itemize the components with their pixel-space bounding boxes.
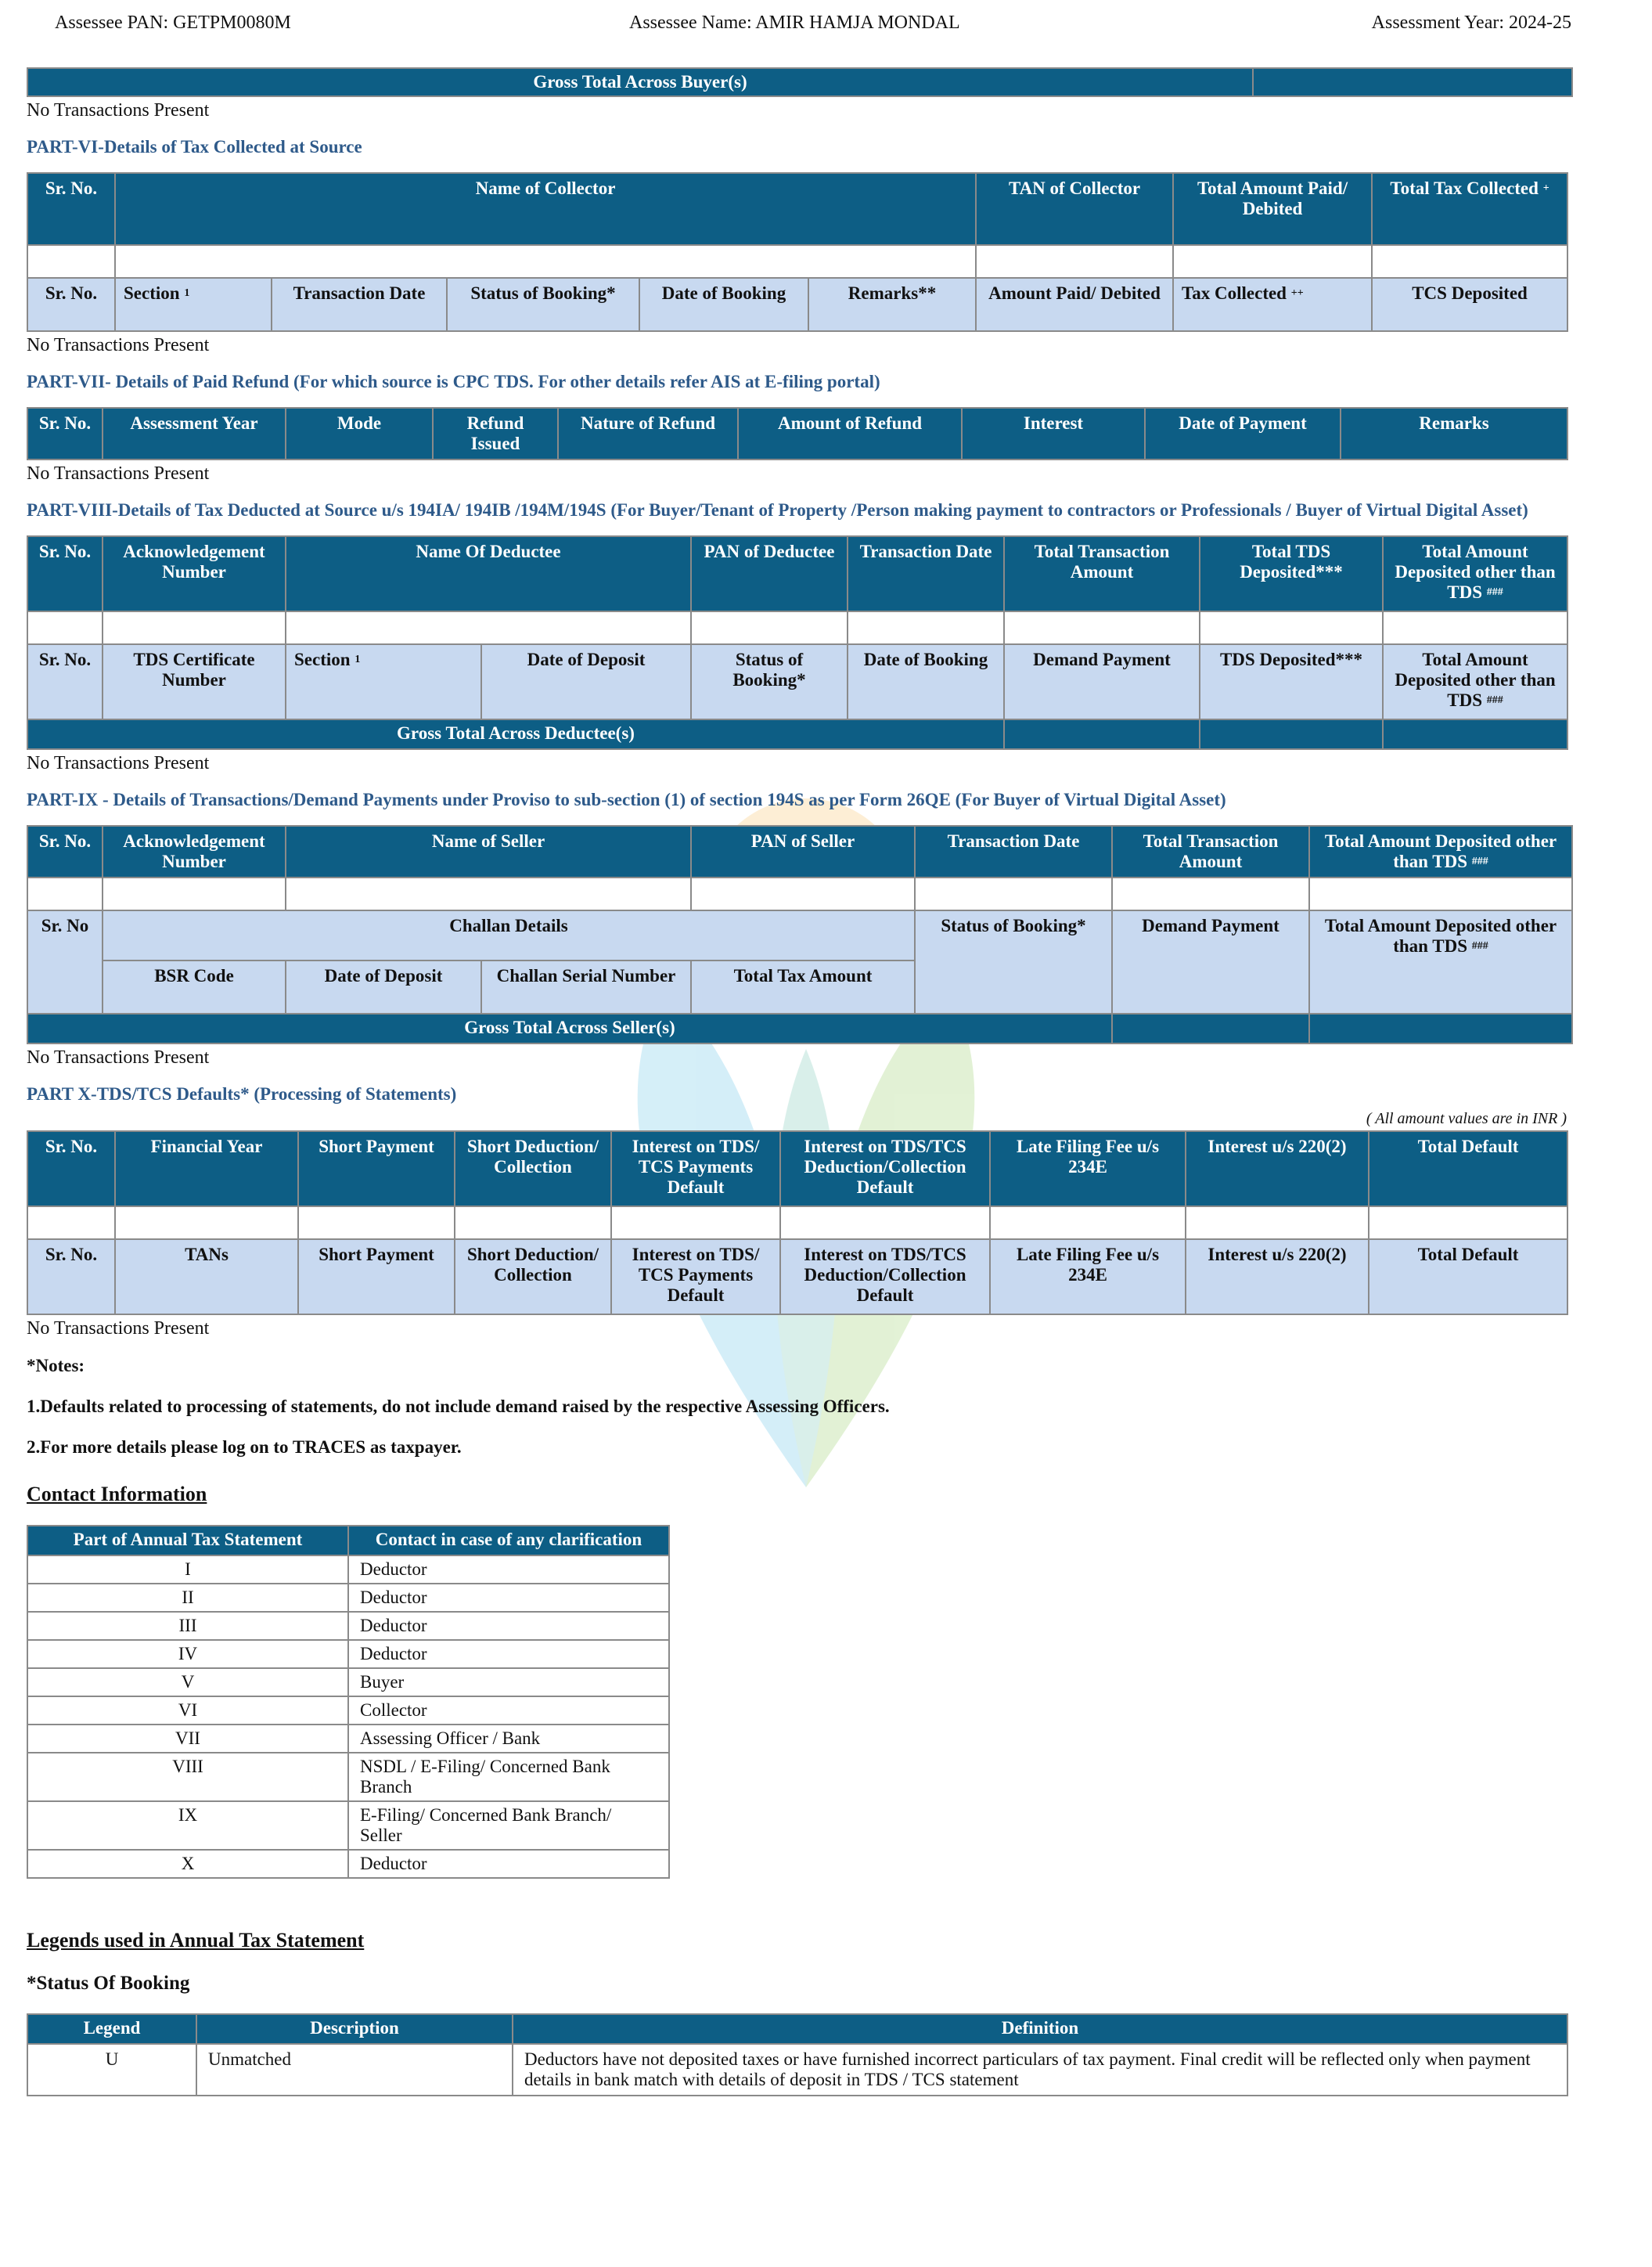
p8-h2-status-booking: Status of Booking* (691, 644, 848, 719)
p9-h-pan-seller: PAN of Seller (691, 826, 915, 878)
p8-h-total-transaction: Total Transaction Amount (1004, 536, 1200, 611)
p9-h2-total-other-label: Total Amount Deposited other than TDS (1324, 916, 1557, 956)
legend-h-description: Description (196, 2014, 513, 2044)
p8-h-name-deductee: Name Of Deductee (286, 536, 691, 611)
p6-h2-status-booking: Status of Booking* (447, 278, 639, 331)
legend-description-cell: Unmatched (196, 2044, 513, 2096)
p7-h-amount-refund: Amount of Refund (738, 408, 962, 460)
p10-h2-interest-deduction: Interest on TDS/TCS Deduction/Collection Default (780, 1239, 990, 1314)
gross-total-buyer-label: Gross Total Across Buyer(s) (27, 68, 1253, 96)
contact-contact-cell: NSDL / E-Filing/ Concerned Bank Branch (348, 1753, 669, 1801)
p8-h2-total-other-sup: ### (1486, 694, 1503, 706)
contact-part-cell: IV (27, 1640, 348, 1668)
part9-title: PART-IX - Details of Transactions/Demand Payments under Proviso to sub-section (1) of section 194S as per Form 26QE (For Buyer of Virtual Digital Asset) (27, 790, 1226, 809)
p7-h-remarks: Remarks (1341, 408, 1567, 460)
contact-contact-cell: Deductor (348, 1555, 669, 1584)
p10-h2-short-payment: Short Payment (298, 1239, 455, 1314)
legend-table (27, 2013, 1568, 2096)
p10-no-transactions: No Transactions Present (27, 1318, 210, 1339)
p9-gross-total-label: Gross Total Across Seller(s) (27, 1014, 1112, 1043)
p8-h2-tds-deposited: TDS Deposited*** (1200, 644, 1383, 719)
p10-h-interest-deduction: Interest on TDS/TCS Deduction/Collection Default (780, 1131, 990, 1206)
part10-title: PART X-TDS/TCS Defaults* (Processing of Statements) (27, 1084, 457, 1104)
p10-h2-total-default: Total Default (1369, 1239, 1567, 1314)
contact-row (27, 1801, 669, 1850)
contact-contact-cell: Deductor (348, 1850, 669, 1878)
p8-h2-date-deposit: Date of Deposit (481, 644, 691, 719)
inr-note: ( All amount values are in INR ) (1366, 1110, 1567, 1127)
p7-h-date-payment: Date of Payment (1145, 408, 1341, 460)
p8-h-total-other (1383, 536, 1567, 611)
p7-h-interest: Interest (962, 408, 1145, 460)
contact-row (27, 1612, 669, 1640)
p6-h2-tcs-deposited: TCS Deposited (1372, 278, 1567, 331)
contact-contact-cell: Deductor (348, 1584, 669, 1612)
p9-h2-demand-payment: Demand Payment (1112, 910, 1309, 1014)
p9-h-name-seller: Name of Seller (286, 826, 691, 878)
legend-row (27, 2044, 1567, 2096)
p9-h-total-other-label: Total Amount Deposited other than TDS (1324, 831, 1557, 871)
gross-total-buyer-value (1253, 68, 1572, 96)
p9-h3-bsr: BSR Code (103, 961, 286, 1014)
p9-h-total-other-sup: ### (1471, 856, 1488, 867)
contact-table (27, 1525, 670, 1879)
p6-h2-transaction-date: Transaction Date (272, 278, 447, 331)
p6-h-tax-collected-label: Total Tax Collected (1390, 178, 1539, 198)
contact-part-cell: IX (27, 1801, 348, 1850)
contact-row (27, 1725, 669, 1753)
p8-h-transaction-date: Transaction Date (848, 536, 1004, 611)
p9-no-transactions: No Transactions Present (27, 1047, 210, 1068)
notes-title: *Notes: (27, 1356, 85, 1375)
p6-h2-sr: Sr. No. (27, 278, 115, 331)
p9-h2-status-booking: Status of Booking* (915, 910, 1112, 1014)
p6-h-tax-collected-sup: + (1542, 182, 1549, 194)
p10-h-interest-220: Interest u/s 220(2) (1186, 1131, 1369, 1206)
p6-h-amount-paid: Total Amount Paid/ Debited (1173, 173, 1372, 245)
contact-row (27, 1584, 669, 1612)
part7-title: PART-VII- Details of Paid Refund (For which source is CPC TDS. For other details refer AIS at E-filing portal) (27, 372, 880, 391)
p6-h2-section-label: Section (124, 283, 180, 303)
p8-h2-sr: Sr. No. (27, 644, 103, 719)
legend-definition-cell: Deductors have not deposited taxes or have furnished incorrect particulars of tax payment. Final credit will be reflected only when payment details in bank match with details of deposit in TDS / TCS statement (513, 2044, 1567, 2096)
p9-h2-challan-details: Challan Details (103, 910, 915, 961)
p8-h2-section-label: Section (294, 650, 351, 669)
p6-h-sr: Sr. No. (27, 173, 115, 245)
p8-h2-demand-payment: Demand Payment (1004, 644, 1200, 719)
p6-h2-amount-paid: Amount Paid/ Debited (976, 278, 1173, 331)
contact-row (27, 1668, 669, 1696)
part8-table (27, 535, 1568, 750)
p7-h-sr: Sr. No. (27, 408, 103, 460)
p9-h3-challan-serial: Challan Serial Number (481, 961, 691, 1014)
contact-title: Contact Information (27, 1483, 207, 1505)
legend-code-cell: U (27, 2044, 196, 2096)
p10-h2-late-fee: Late Filing Fee u/s 234E (990, 1239, 1186, 1314)
contact-part-cell: VI (27, 1696, 348, 1725)
p10-h2-short-deduction: Short Deduction/ Collection (455, 1239, 611, 1314)
p6-h2-tax-collected (1173, 278, 1372, 331)
p8-h-pan: PAN of Deductee (691, 536, 848, 611)
p7-h-mode: Mode (286, 408, 433, 460)
p6-h2-section (115, 278, 272, 331)
p9-h2-sr: Sr. No (27, 910, 103, 1014)
legends-title: Legends used in Annual Tax Statement (27, 1929, 365, 1952)
part6-title: PART-VI-Details of Tax Collected at Source (27, 137, 362, 157)
p8-h2-section (286, 644, 481, 719)
contact-contact-cell: Assessing Officer / Bank (348, 1725, 669, 1753)
p6-h2-tax-collected-label: Tax Collected (1182, 283, 1287, 303)
part10-table (27, 1130, 1568, 1315)
p9-h-transaction-date: Transaction Date (915, 826, 1112, 878)
contact-contact-cell: E-Filing/ Concerned Bank Branch/ Seller (348, 1801, 669, 1850)
p10-h-fy: Financial Year (115, 1131, 298, 1206)
contact-part-cell: V (27, 1668, 348, 1696)
p6-h2-date-booking: Date of Booking (639, 278, 808, 331)
p10-h2-interest-payment: Interest on TDS/ TCS Payments Default (611, 1239, 780, 1314)
p6-h2-tax-collected-sup: ++ (1290, 287, 1304, 299)
p8-h2-total-other (1383, 644, 1567, 719)
part8-title: PART-VIII-Details of Tax Deducted at Source u/s 194IA/ 194IB /194M/194S (For Buyer/Tenant of Property /Person making payment to contractors or Professionals / Buyer of Virtual Digital Asset) (27, 500, 1528, 520)
note-2: 2.For more details please log on to TRACES as taxpayer. (27, 1437, 462, 1457)
contact-row (27, 1640, 669, 1668)
legend-h-legend: Legend (27, 2014, 196, 2044)
p9-h-sr: Sr. No. (27, 826, 103, 878)
p8-h-total-other-sup: ### (1486, 586, 1503, 598)
p7-h-nature-refund: Nature of Refund (558, 408, 738, 460)
contact-part-cell: II (27, 1584, 348, 1612)
no-transactions-text: No Transactions Present (27, 100, 210, 121)
part9-table (27, 825, 1573, 1044)
p7-no-transactions: No Transactions Present (27, 463, 210, 484)
part7-table (27, 407, 1568, 460)
p8-h2-tds-cert: TDS Certificate Number (103, 644, 286, 719)
note-1: 1.Defaults related to processing of statements, do not include demand raised by the respective Assessing Officers. (27, 1397, 890, 1416)
p10-h-short-payment: Short Payment (298, 1131, 455, 1206)
p10-h-late-fee: Late Filing Fee u/s 234E (990, 1131, 1186, 1206)
contact-contact-cell: Collector (348, 1696, 669, 1725)
p10-h2-sr: Sr. No. (27, 1239, 115, 1314)
contact-row (27, 1696, 669, 1725)
contact-contact-cell: Deductor (348, 1612, 669, 1640)
p8-h-total-tds: Total TDS Deposited*** (1200, 536, 1383, 611)
p8-h-ack: Acknowledgement Number (103, 536, 286, 611)
p9-h3-total-tax: Total Tax Amount (691, 961, 915, 1014)
page-header (27, 0, 1571, 49)
p10-h2-interest-220: Interest u/s 220(2) (1186, 1239, 1369, 1314)
p9-h-total-transaction: Total Transaction Amount (1112, 826, 1309, 878)
contact-h-part: Part of Annual Tax Statement (27, 1526, 348, 1555)
assessment-year: Assessment Year: 2024-25 (1371, 13, 1571, 33)
contact-contact-cell: Buyer (348, 1668, 669, 1696)
contact-h-contact: Contact in case of any clarification (348, 1526, 669, 1555)
p8-h-total-other-label: Total Amount Deposited other than TDS (1395, 542, 1556, 602)
p9-h-ack: Acknowledgement Number (103, 826, 286, 878)
p9-h2-total-other (1309, 910, 1572, 1014)
p10-h-sr: Sr. No. (27, 1131, 115, 1206)
assessee-pan: Assessee PAN: GETPM0080M (55, 13, 291, 33)
legend-h-definition: Definition (513, 2014, 1567, 2044)
p10-h-interest-payment: Interest on TDS/ TCS Payments Default (611, 1131, 780, 1206)
buyer-gross-total-table (27, 67, 1573, 97)
p7-h-refund-issued: Refund Issued (433, 408, 558, 460)
p6-h-tan: TAN of Collector (976, 173, 1173, 245)
p8-no-transactions: No Transactions Present (27, 753, 210, 773)
status-booking-title: *Status Of Booking (27, 1973, 190, 1994)
contact-part-cell: VIII (27, 1753, 348, 1801)
p6-h-name-collector: Name of Collector (115, 173, 976, 245)
p6-h2-remarks: Remarks** (808, 278, 976, 331)
p8-gross-total-label: Gross Total Across Deductee(s) (27, 719, 1004, 749)
p8-h2-section-sup: 1 (355, 654, 361, 665)
contact-part-cell: X (27, 1850, 348, 1878)
contact-part-cell: III (27, 1612, 348, 1640)
part6-table: Sr. No. Name of Collector TAN of Collector Total Amount Paid/ Debited Total Tax Collected + Total TCS Deposited Sr. No. Section $^1$ Transaction Date Status of Booking* Date of Booking Remarks** Amount Paid/ Debited Tax Collected ++ TCS Deposited (27, 172, 1568, 332)
p8-h-sr: Sr. No. (27, 536, 103, 611)
p9-h3-date-deposit: Date of Deposit (286, 961, 481, 1014)
contact-contact-cell: Deductor (348, 1640, 669, 1668)
p8-h2-date-booking: Date of Booking (848, 644, 1004, 719)
contact-row (27, 1555, 669, 1584)
p6-h-tax-collected (1372, 173, 1567, 245)
p10-h2-tans: TANs (115, 1239, 298, 1314)
p10-h-short-deduction: Short Deduction/ Collection (455, 1131, 611, 1206)
p8-h2-total-other-label: Total Amount Deposited other than TDS (1395, 650, 1556, 710)
contact-row (27, 1850, 669, 1878)
p9-h-total-other (1309, 826, 1572, 878)
p10-h-total-default: Total Default (1369, 1131, 1567, 1206)
p7-h-assessment-year: Assessment Year (103, 408, 286, 460)
contact-part-cell: VII (27, 1725, 348, 1753)
contact-part-cell: I (27, 1555, 348, 1584)
p6-no-transactions: No Transactions Present (27, 335, 210, 355)
contact-row (27, 1753, 669, 1801)
assessee-name: Assessee Name: AMIR HAMJA MONDAL (629, 13, 960, 33)
p9-h2-total-other-sup: ### (1471, 940, 1488, 952)
p6-h2-section-sup: 1 (184, 287, 190, 299)
